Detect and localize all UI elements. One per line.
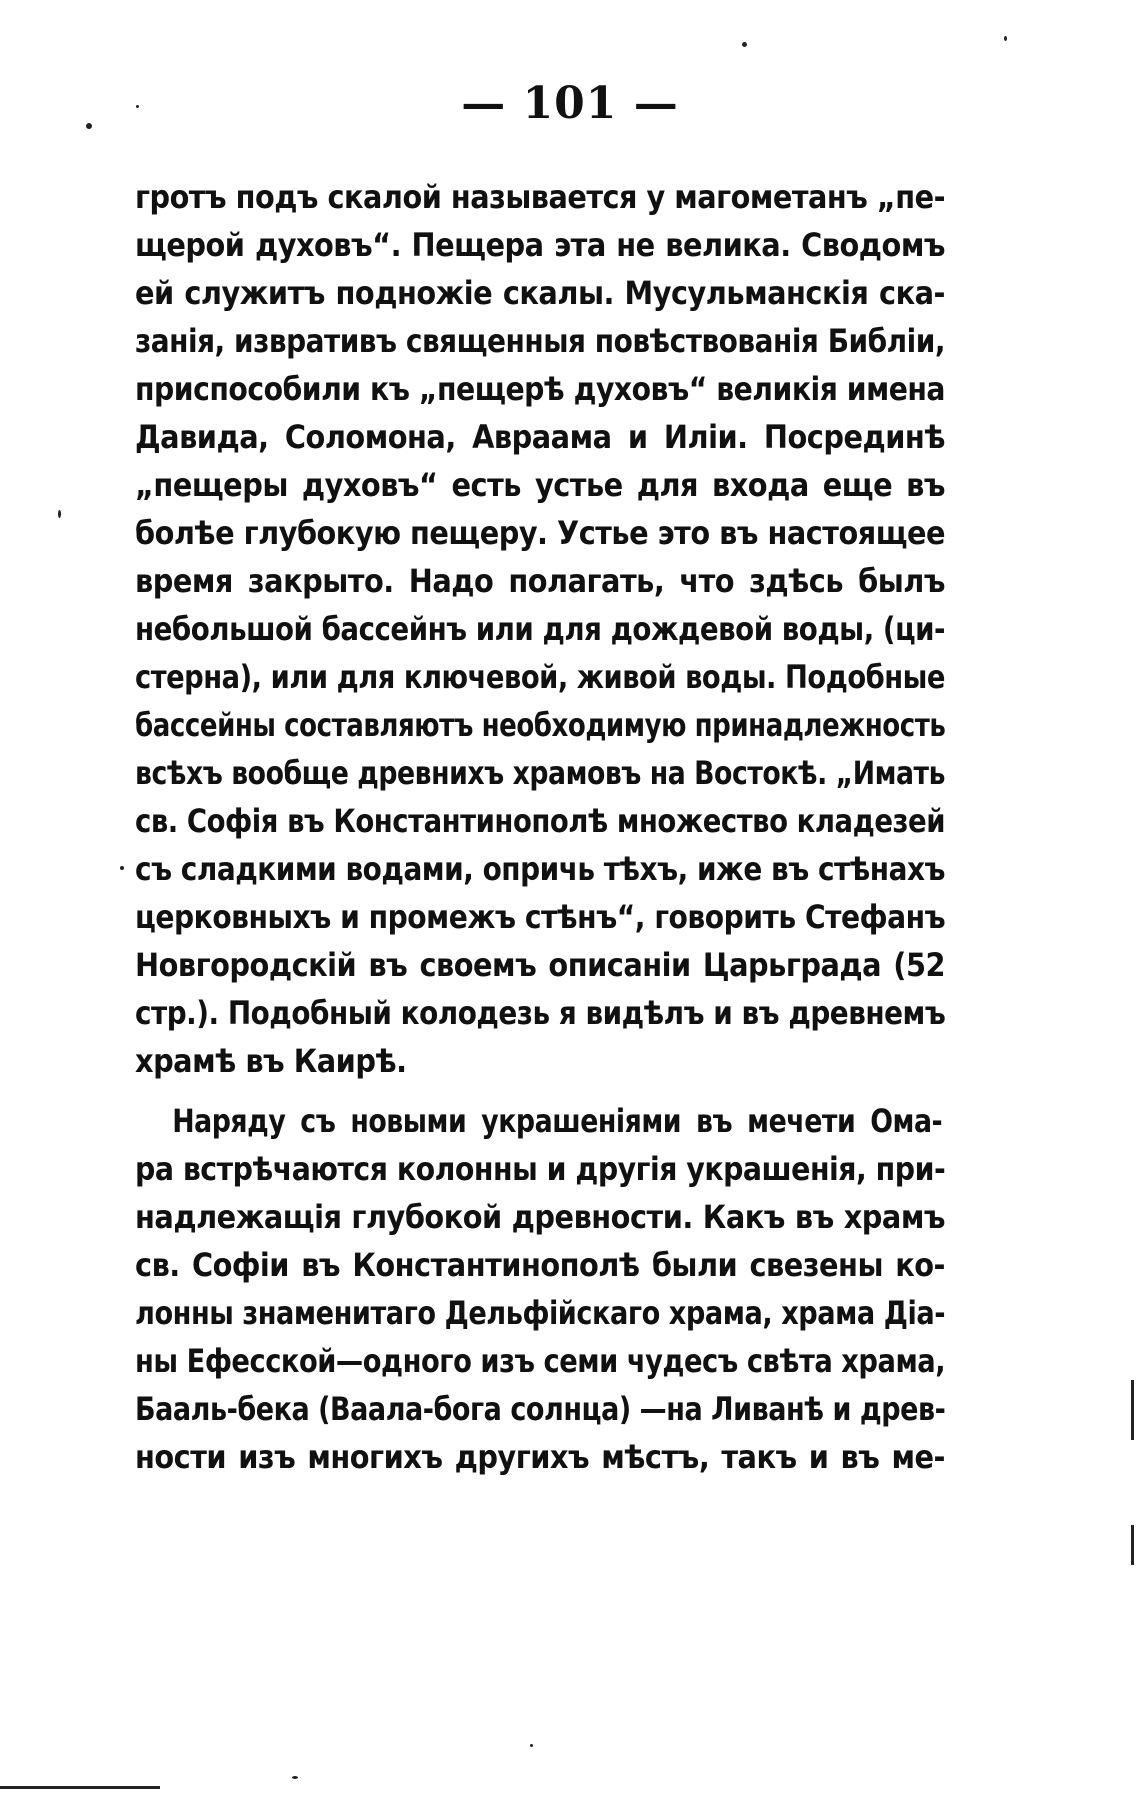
body-text: [135, 173, 945, 1481]
text-line: гротъ подъ скалой называется у магометанъ „пе-: [135, 178, 945, 216]
text-line: время закрыто. Надо полагать, что здѣсь былъ: [135, 562, 945, 600]
paragraph-2: [135, 1097, 945, 1481]
page-number: — 101 —: [461, 78, 679, 129]
text-line: Наряду съ новыми украшеніями въ мечети Ома-: [172, 1102, 943, 1140]
scan-edge-line: [0, 1786, 160, 1789]
text-line: св. Софіи въ Константинополѣ были свезены ко-: [135, 1246, 945, 1284]
text-line: Давида, Соломона, Авраама и Иліи. Посрединѣ: [135, 418, 945, 456]
scan-edge-mark: [1131, 1380, 1134, 1440]
text-line: всѣхъ вообще древнихъ храмовъ на Востокѣ. „Имать: [135, 754, 945, 792]
text-line: Новгородскій въ своемъ описаніи Царьграда (52: [135, 946, 945, 984]
scan-speck: [136, 105, 139, 108]
paragraph-1: [135, 173, 945, 1085]
text-line: Бааль-бека (Ваала-бога солнца) —на Ливанѣ и древ-: [135, 1390, 946, 1428]
text-line: занія, извративъ священныя повѣствованія Библіи,: [135, 322, 945, 360]
text-line: ей служитъ подножіе скалы. Мусульманскія ска-: [135, 274, 945, 312]
text-line: небольшой бассейнъ или для дождевой воды, (ци-: [135, 610, 945, 648]
text-line: „пещеры духовъ“ есть устье для входа еще въ: [135, 466, 945, 504]
text-line: стерна), или для ключевой, живой воды. Подобные: [135, 658, 945, 696]
scan-speck: [86, 123, 92, 129]
text-line: щерой духовъ“. Пещера эта не велика. Сводомъ: [135, 226, 945, 264]
text-line: стр.). Подобный колодезь я видѣлъ и въ древнемъ: [135, 994, 946, 1032]
text-line: ра встрѣчаются колонны и другія украшенія, при-: [135, 1150, 946, 1188]
scan-speck: [742, 42, 747, 47]
scan-speck: [58, 510, 61, 518]
text-line: съ сладкими водами, опричь тѣхъ, иже въ стѣнахъ: [135, 850, 945, 888]
text-line: надлежащія глубокой древности. Какъ въ храмъ: [135, 1198, 945, 1236]
text-line: лонны знаменитаго Дельфійскаго храма, храма Діа-: [135, 1294, 945, 1332]
text-line: приспособили къ „пещерѣ духовъ“ великія имена: [135, 370, 945, 408]
scan-edge-mark: [1131, 1525, 1134, 1565]
scan-speck: [1004, 36, 1007, 41]
text-line: бассейны составляютъ необходимую принадлежность: [135, 706, 946, 744]
paragraph-gap: [135, 1085, 945, 1097]
text-line: ны Ефесской—одного изъ семи чудесъ свѣта храма,: [135, 1342, 946, 1380]
scan-speck: [120, 866, 124, 870]
scan-speck: [292, 1776, 298, 1779]
text-line: храмѣ въ Каирѣ.: [135, 1042, 407, 1080]
text-line: церковныхъ и промежъ стѣнъ“, говорить Стефанъ: [135, 898, 946, 936]
text-line: ности изъ многихъ другихъ мѣстъ, такъ и въ ме-: [135, 1438, 945, 1476]
text-line: св. Софія въ Константинополѣ множество кладезей: [135, 802, 945, 840]
text-line: болѣе глубокую пещеру. Устье это въ настоящее: [135, 514, 945, 552]
scan-speck: [530, 1744, 533, 1747]
